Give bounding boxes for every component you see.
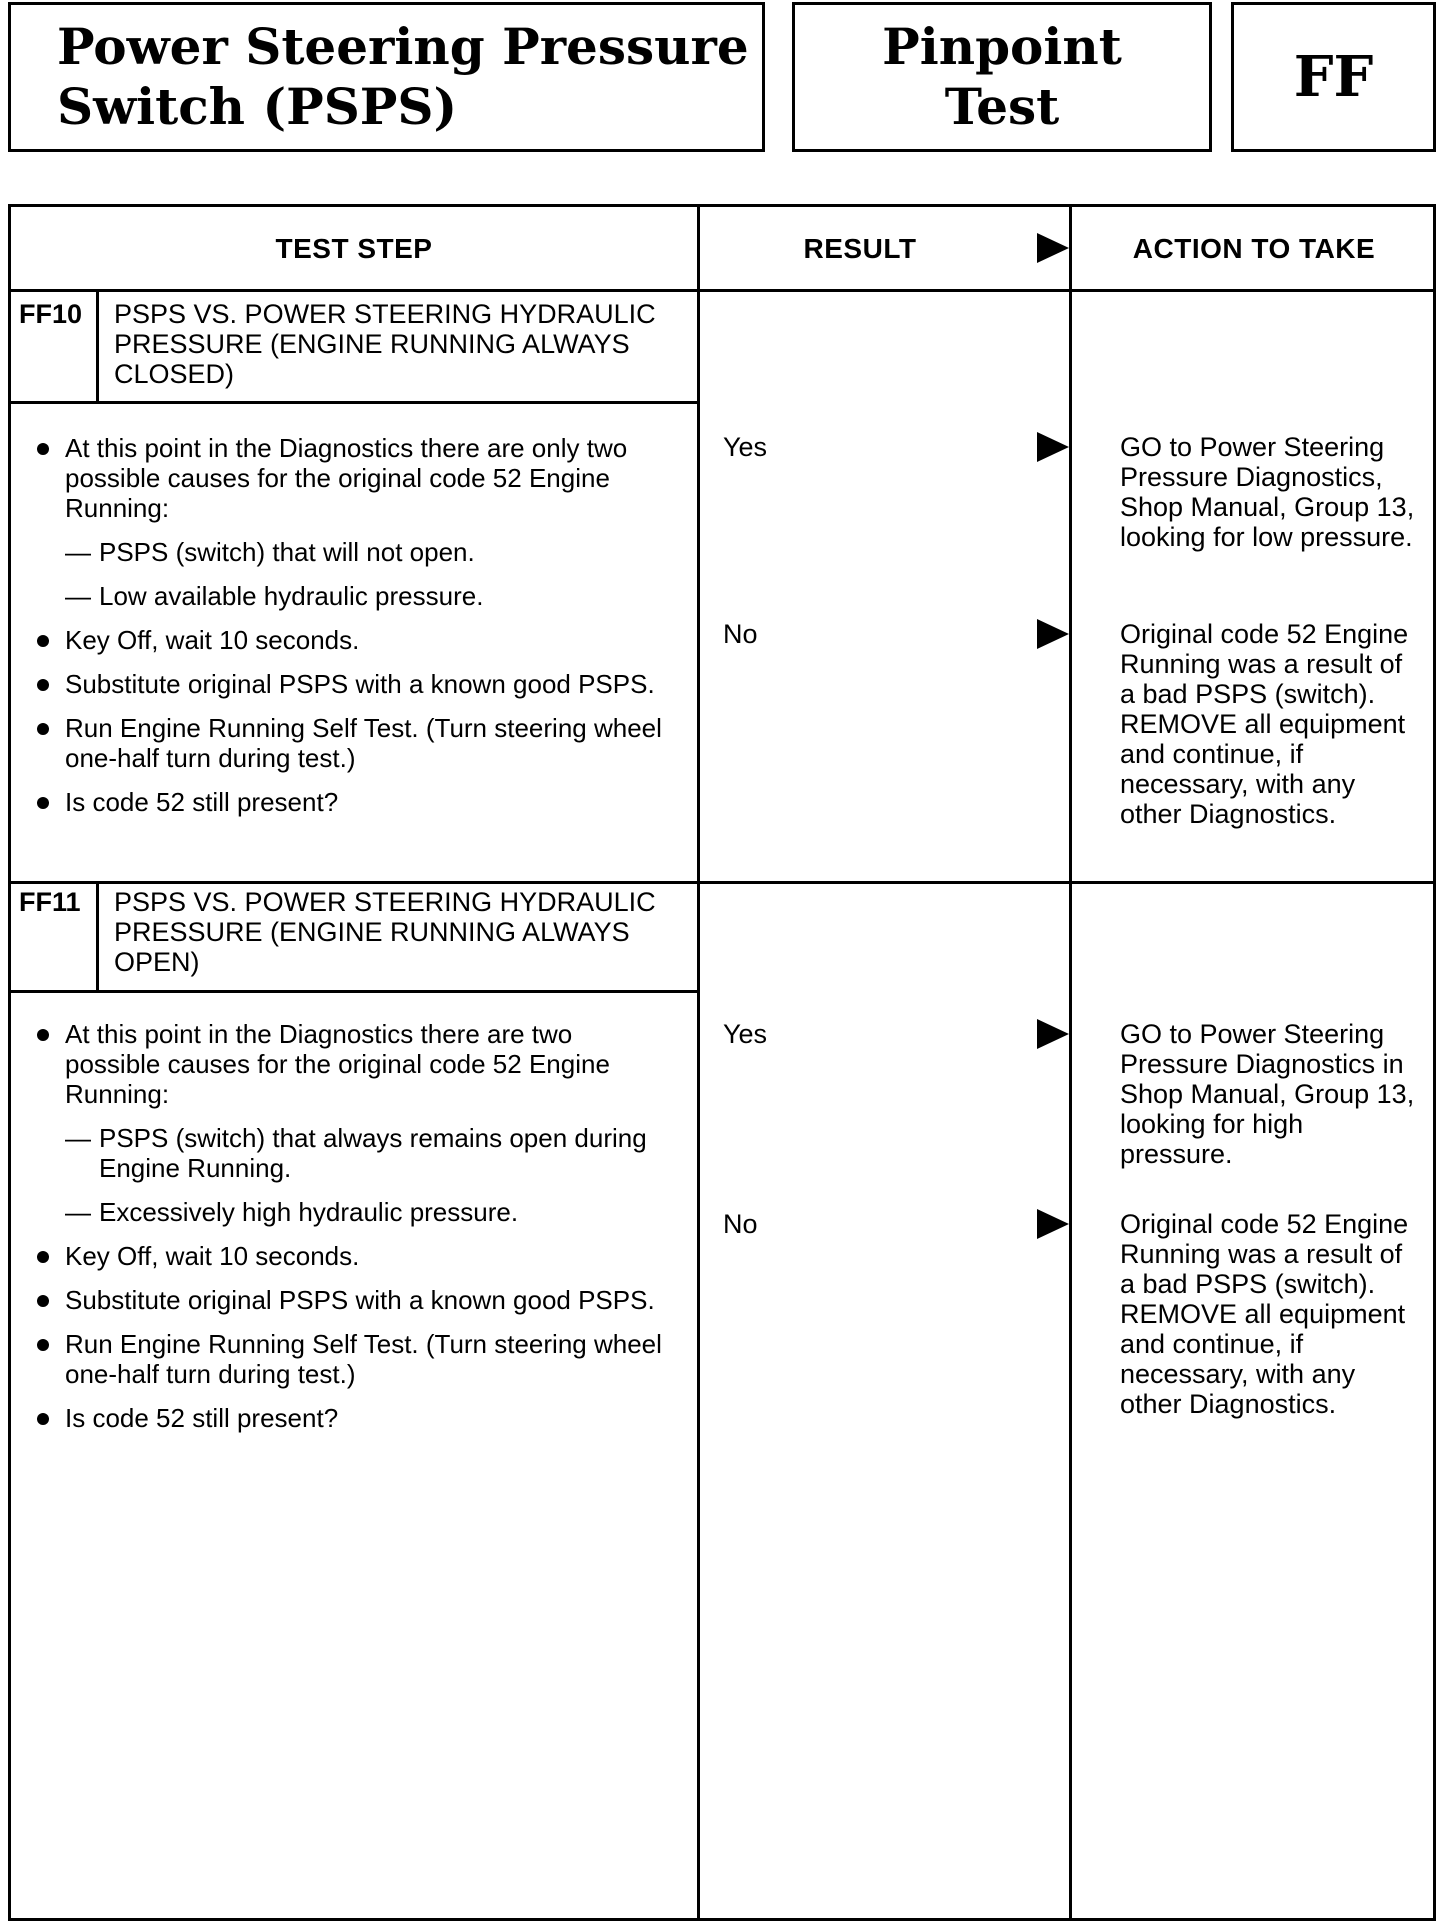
- action-yes: GO to Power Steering Pressure Diagnostics, Shop Manual, Group 13, looking for low pressure.: [1120, 432, 1415, 552]
- list-item: [33, 1329, 673, 1389]
- title-line-1: Power Steering Pressure: [57, 17, 749, 76]
- result-no: No: [723, 1209, 758, 1239]
- action-no: Original code 52 Engine Running was a result of a bad PSPS (switch). REMOVE all equipment and continue, if necessary, with any other Diagnostics.: [1120, 619, 1409, 829]
- result-yes: Yes: [723, 1019, 768, 1049]
- list-item: [33, 713, 673, 773]
- test-code: FF: [1293, 44, 1374, 110]
- step-instructions: [33, 1019, 673, 1447]
- step-title: PSPS VS. POWER STEERING HYDRAULIC PRESSURE (ENGINE RUNNING ALWAYS OPEN): [114, 887, 656, 977]
- list-item: [33, 669, 673, 699]
- pinpoint-test-table: [8, 204, 1436, 1921]
- step-rule: [11, 401, 97, 404]
- step-id: FF10: [19, 299, 83, 329]
- list-item: [33, 1403, 673, 1433]
- column-header-test-step: TEST STEP: [275, 233, 433, 264]
- arrow-icon: [1037, 233, 1069, 263]
- bullet-icon: [37, 797, 49, 809]
- list-item-text: Run Engine Running Self Test. (Turn steering wheel one-half turn during test.): [65, 1329, 662, 1389]
- list-sub-item: — Low available hydraulic pressure.: [65, 581, 484, 611]
- list-item-text: Is code 52 still present?: [65, 787, 339, 817]
- list-item: [33, 787, 673, 817]
- bullet-icon: [37, 635, 49, 647]
- list-item-text: PSPS (switch) that will not open.: [99, 537, 475, 567]
- list-sub-item: — Excessively high hydraulic pressure.: [65, 1197, 519, 1227]
- result-no: No: [723, 619, 758, 649]
- list-item-text: Low available hydraulic pressure.: [99, 581, 484, 611]
- bullet-icon: [37, 723, 49, 735]
- list-sub-item: — PSPS (switch) that will not open.: [65, 537, 475, 567]
- arrow-icon: [1037, 1019, 1069, 1049]
- column-divider: [697, 207, 700, 1918]
- action-yes: GO to Power Steering Pressure Diagnostics in Shop Manual, Group 13, looking for high pressure.: [1120, 1019, 1415, 1169]
- test-type-line-1: Pinpoint: [882, 17, 1122, 76]
- list-item: [33, 1241, 673, 1271]
- list-sub-item: — PSPS (switch) that always remains open during Engine Running.: [65, 1123, 647, 1183]
- test-type-box: [792, 2, 1212, 152]
- list-item-text: Is code 52 still present?: [65, 1403, 339, 1433]
- list-item: [33, 625, 673, 655]
- result-yes: Yes: [723, 432, 768, 462]
- column-header-result: RESULT: [803, 233, 917, 264]
- bullet-icon: [37, 1339, 49, 1351]
- bullet-icon: [37, 1251, 49, 1263]
- list-item-text: Key Off, wait 10 seconds.: [65, 625, 360, 655]
- step-id: FF11: [19, 887, 81, 917]
- bullet-icon: [37, 1029, 49, 1041]
- bullet-icon: [37, 1413, 49, 1425]
- list-item-text: Excessively high hydraulic pressure.: [99, 1197, 519, 1227]
- step-instructions: [33, 433, 673, 831]
- arrow-icon: [1037, 619, 1069, 649]
- list-item: [33, 433, 673, 523]
- list-item-text: At this point in the Diagnostics there are only two possible causes for the original code 52 Engine Running:: [65, 433, 628, 523]
- list-item-text: PSPS (switch) that always remains open during Engine Running.: [99, 1123, 647, 1183]
- list-item-text: Substitute original PSPS with a known good PSPS.: [65, 1285, 655, 1315]
- action-no: Original code 52 Engine Running was a result of a bad PSPS (switch). REMOVE all equipment and continue, if necessary, with any other Diagnostics.: [1120, 1209, 1409, 1419]
- step-title: PSPS VS. POWER STEERING HYDRAULIC PRESSURE (ENGINE RUNNING ALWAYS CLOSED): [114, 299, 656, 389]
- title-line-2: Switch (PSPS): [57, 77, 458, 136]
- column-header-action: ACTION TO TAKE: [1132, 233, 1376, 264]
- step-rule: [11, 990, 97, 993]
- list-item-text: Run Engine Running Self Test. (Turn steering wheel one-half turn during test.): [65, 713, 662, 773]
- arrow-icon: [1037, 432, 1069, 462]
- list-item: [33, 1019, 673, 1109]
- bullet-icon: [37, 679, 49, 691]
- test-code-box: [1231, 2, 1436, 152]
- list-item-text: At this point in the Diagnostics there are two possible causes for the original code 52 Engine Running:: [65, 1019, 610, 1109]
- list-item: [33, 1285, 673, 1315]
- column-divider: [1069, 207, 1072, 1918]
- test-type-line-2: Test: [944, 77, 1060, 136]
- page-title: [8, 2, 765, 152]
- bullet-icon: [37, 443, 49, 455]
- list-item-text: Key Off, wait 10 seconds.: [65, 1241, 360, 1271]
- arrow-icon: [1037, 1209, 1069, 1239]
- list-item-text: Substitute original PSPS with a known good PSPS.: [65, 669, 655, 699]
- bullet-icon: [37, 1295, 49, 1307]
